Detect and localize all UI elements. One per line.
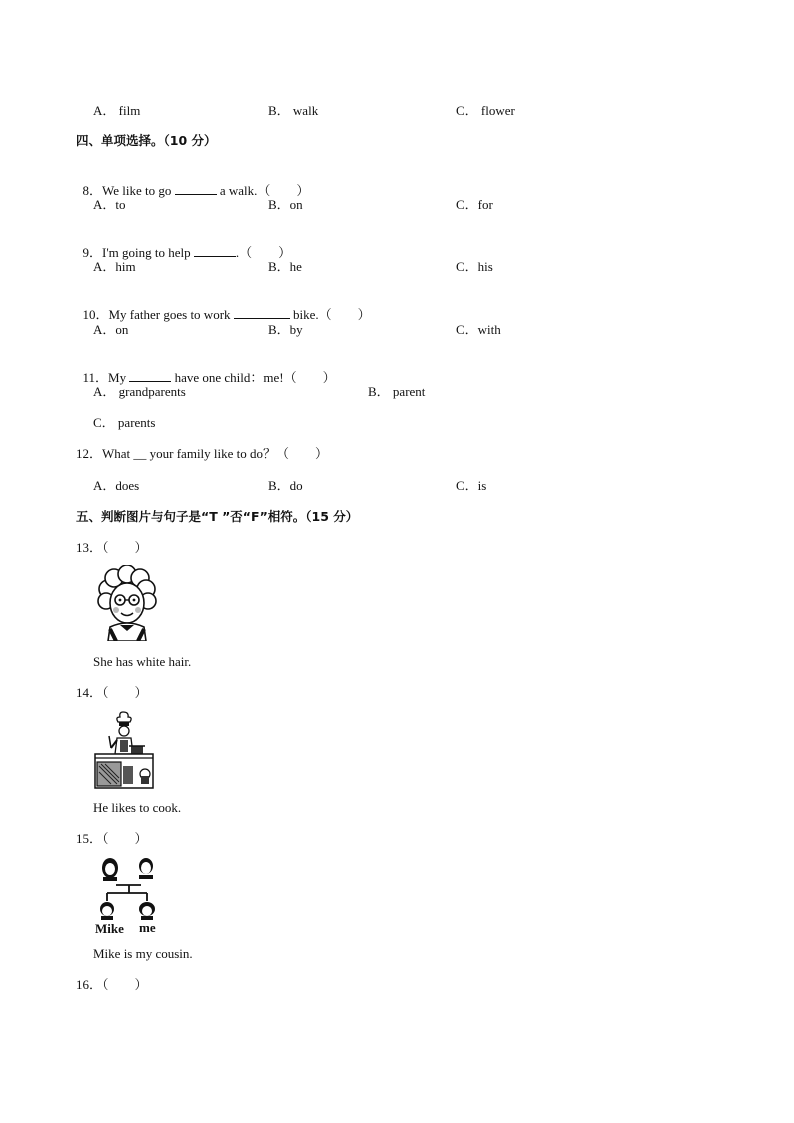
q11-blank — [129, 369, 171, 382]
me-figure — [139, 902, 155, 920]
q10-option-c: C．with — [456, 322, 501, 337]
q9-option-c: C．his — [456, 259, 493, 274]
q12-option-c: C．is — [456, 478, 487, 493]
q10-option-a: A．on — [93, 322, 129, 337]
family-tree-picture — [93, 855, 161, 937]
q9-blank — [194, 244, 236, 257]
q8-option-b: B．on — [268, 197, 303, 212]
q14-number: 14．（ ） — [76, 685, 148, 700]
section-4-title: 四、单项选择。（10 分） — [76, 133, 217, 148]
q15-number: 15．（ ） — [76, 831, 148, 846]
q12-option-b: B．do — [268, 478, 303, 493]
q9-option-a: A．him — [93, 259, 136, 274]
q11-option-c: C． parents — [93, 415, 156, 430]
question-9 — [76, 228, 291, 261]
chef-cooking-picture — [93, 710, 157, 790]
q11-text-post: have one child：me!（ ） — [171, 370, 336, 385]
question-10 — [76, 290, 371, 323]
q11-option-b: B． parent — [368, 384, 426, 399]
question-8 — [76, 166, 309, 199]
q8-text-pre: 8．We like to go — [82, 183, 175, 198]
question-12: 12．What __ your family like to do？（ ） — [76, 446, 329, 461]
q13-number: 13．（ ） — [76, 540, 148, 555]
q8-text-post: a walk.（ ） — [216, 183, 310, 198]
q10-text-post: bike.（ ） — [289, 307, 371, 322]
mother-figure — [102, 858, 118, 881]
q10-option-b: B．by — [268, 322, 303, 337]
q8-option-c: C．for — [456, 197, 493, 212]
label-mike: Mike — [95, 921, 124, 936]
q7-option-a: A． film — [93, 103, 141, 118]
label-me: me — [139, 920, 156, 935]
q13-sentence: She has white hair. — [93, 654, 192, 669]
q9-option-b: B．he — [268, 259, 302, 274]
q8-option-a: A．to — [93, 197, 126, 212]
q10-blank — [234, 306, 290, 319]
q9-text-pre: 9．I'm going to help — [82, 245, 194, 260]
q9-text-post: .（ ） — [235, 245, 292, 260]
mike-figure — [100, 902, 114, 920]
father-figure — [139, 858, 153, 879]
q15-sentence: Mike is my cousin. — [93, 946, 193, 961]
q7-option-c: C． flower — [456, 103, 515, 118]
q12-option-a: A．does — [93, 478, 140, 493]
grandma-picture — [94, 565, 160, 641]
question-11 — [76, 353, 336, 386]
section-5-title: 五、判断图片与句子是“T ”否“F”相符。（15 分） — [76, 509, 359, 524]
q11-option-a: A． grandparents — [93, 384, 186, 399]
q16-number: 16．（ ） — [76, 977, 148, 992]
q14-sentence: He likes to cook. — [93, 800, 182, 815]
q11-text-pre: 11．My — [82, 370, 130, 385]
q10-text-pre: 10．My father goes to work — [82, 307, 234, 322]
q8-blank — [175, 182, 217, 195]
q7-option-b: B． walk — [268, 103, 319, 118]
